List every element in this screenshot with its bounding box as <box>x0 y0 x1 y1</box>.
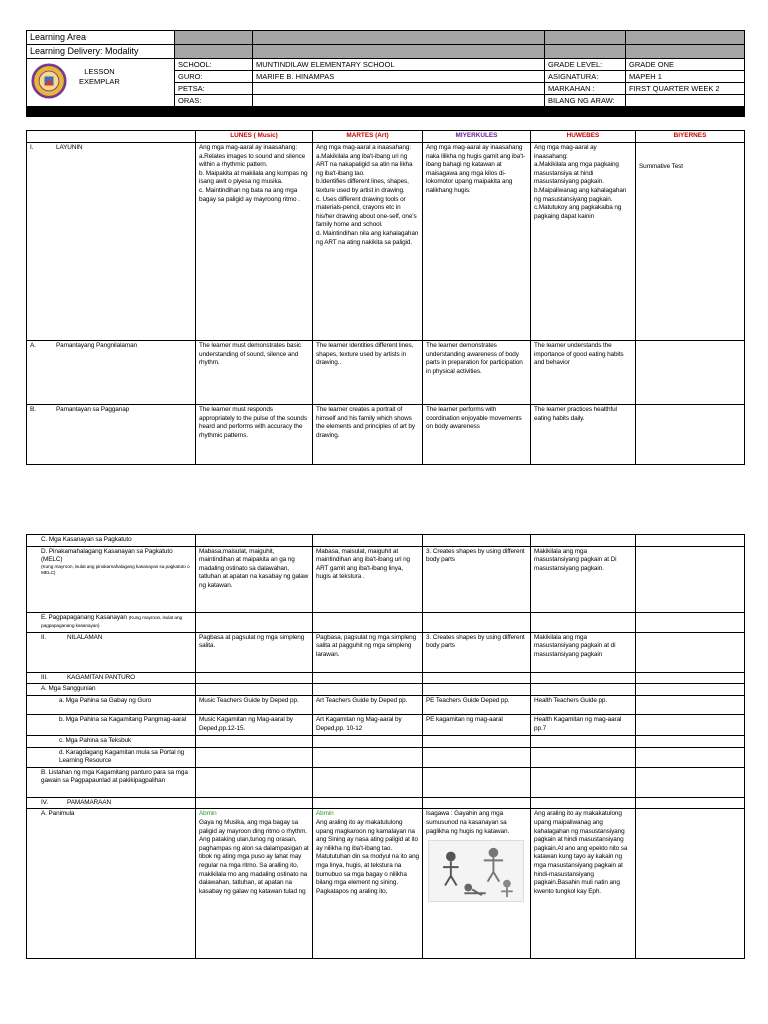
layunin-monday: Ang mga mag-aaral ay inaasahang: a.Relates images to sound and silence within a rhythmic pattern. b. Maipakita at makilala ang kumpas ng isang awit o piyesa ng musika. c. Maintindihan ng bata na ang mga bagay sa paligid ay mayroong ritmo . <box>196 143 313 341</box>
school-label: SCHOOL: <box>175 59 253 71</box>
lesson-exemplar-header-table <box>26 30 745 117</box>
table-row <box>27 809 745 959</box>
nilalaman-monday: Pagbasa at pagsulat ng mga simpleng salita. <box>196 632 313 672</box>
panimula-wednesday: Isagawa : Gayahin ang mga sumusunod na kasanayan sa paglikha ng hugis ng katawan. <box>423 809 531 959</box>
row-label-kagamitan-panturo: III. KAGAMITAN PANTURO <box>27 672 196 684</box>
row-label-pamantayan-sa-pagganap: B. Pamantayan sa Pagganap <box>27 405 196 465</box>
pangnilalaman-wednesday: The learner demonstrates understanding awareness of body parts in preparation for participation in physical activities. <box>423 341 531 405</box>
learning-delivery-label: Learning Delivery: Modality <box>27 45 175 59</box>
table-row <box>27 672 745 684</box>
objectives-table <box>26 130 745 465</box>
row-label-pagpapaganang-kasanayan: E. Pagpapaganang Kasanayan (Kung mayroon, isulat ang pagpapaganang kasanayan) <box>27 612 196 632</box>
table-row <box>27 612 745 632</box>
row-label-karagdagang-kagamitan: d. Karagdagang Kagamitan mula sa Portal ng Learning Resource <box>27 747 196 767</box>
table-row <box>27 546 745 612</box>
black-divider <box>27 107 745 117</box>
learning-area-label: Learning Area <box>27 31 175 45</box>
day-header-wednesday: MIYERKULES <box>423 131 531 143</box>
layunin-thursday: Ang mga mag-aaral ay inaasahang: a.Makikilala ang mga pagkaing masustansiya at hindi masustansiyang pagkain. b.Maipaliwanag ang kahalagahan ng masustansiyang pagkain. c.Matutukoy ang pagkakaiba ng pagkaing dapat kainin <box>531 143 636 341</box>
gabay-thursday: Health Teachers Guide pp. <box>531 695 636 714</box>
layunin-tuesday: Ang mga mag-aaral a inaasahang: a.Makikilala ang iba't-ibang uri ng ART na nakapaligid sa atin na likha ng iba't-ibang tao. b.Identifies different lines, shapes, texture used by artist in drawing. c. Uses different drawing tools or materials-pencil, crayons etc in his/her drawing about one-self, one's family home and school. d. Maintindihan nila ang kahalagahan ng ART na ating nakikita sa paligid. <box>313 143 423 341</box>
markahan-label: MARKAHAN : <box>545 83 626 95</box>
row-label-pamantayang-pangnilalaman: A. Pamantayang Pangnilalaman <box>27 341 196 405</box>
abmin-label: Abmin <box>316 810 334 818</box>
row-label-listahan-ng-kagamitan: B. Listahan ng mga Kagamitang panturo para sa mga gawain sa Pagpapaunlad at pakikipagpalihan <box>27 767 196 797</box>
petsa-label: PETSA: <box>175 83 253 95</box>
table-row <box>27 767 745 797</box>
melc-friday <box>636 546 745 612</box>
pangnilalaman-friday <box>636 341 745 405</box>
row-label-gabay-ng-guro: a. Mga Pahina sa Gabay ng Guro <box>27 695 196 714</box>
kagamitan-wednesday: PE kagamitan ng mag-aaral <box>423 714 531 735</box>
bilang-value <box>626 95 745 107</box>
pangnilalaman-thursday: The learner understands the importance of good eating habits and behavior <box>531 341 636 405</box>
pagganap-thursday: The learner practices healthful eating habits daily. <box>531 405 636 465</box>
grade-level-label: GRADE LEVEL: <box>545 59 626 71</box>
bilang-label: BILANG NG ARAW: <box>545 95 626 107</box>
day-header-thursday: HUWEBES <box>531 131 636 143</box>
markahan-value: FIRST QUARTER WEEK 2 <box>626 83 745 95</box>
table-row <box>27 747 745 767</box>
table-row <box>27 535 745 547</box>
lesson-exemplar-title: LESSON EXEMPLAR <box>79 67 120 86</box>
table-row <box>27 714 745 735</box>
pangnilalaman-monday: The learner must demonstrates basic understanding of sound, silence and rhythm. <box>196 341 313 405</box>
school-value: MUNTINDILAW ELEMENTARY SCHOOL <box>253 59 545 71</box>
table-row <box>27 684 745 696</box>
layunin-wednesday: Ang mga mag-aaral ay inaasahang naka lilikha ng hugis gamit ang iba't-ibang bahagi ng katawan at maisagawa ang mga kilos di-lokomotor upang maipakita ang nalikhang hugis. <box>423 143 531 341</box>
melc-tuesday: Mabasa, maisulat, maiguhit at maintindihan ang iba't-ibang uri ng ART gamit ang iba't-ibang linya, hugis at tekstura . <box>313 546 423 612</box>
day-header-friday: BIYERNES <box>636 131 745 143</box>
asignatura-label: ASIGNATURA: <box>545 71 626 83</box>
guro-label: GURO: <box>175 71 253 83</box>
row-label-pamamaraan: IV. PAMAMARAAN <box>27 797 196 809</box>
kagamitan-friday <box>636 714 745 735</box>
oras-value <box>253 95 545 107</box>
table-row <box>27 735 745 747</box>
table-row <box>27 695 745 714</box>
row-label-kasanayan: C. Mga Kasanayan sa Pagkatuto <box>27 535 196 547</box>
table-row <box>27 405 745 465</box>
gabay-wednesday: PE Teachers Guide Deped pp. <box>423 695 531 714</box>
pagganap-tuesday: The learner creates a portrait of himself and his family which shows the elements and principles of art by drawing. <box>313 405 423 465</box>
melc-monday: Mabasa,maisulat, maiguhit, maintindihan at maipakita an ga ng madaling ostinato sa dalawahan, tatluhan at apatan na kasabay ng galaw ng katawan. <box>196 546 313 612</box>
row-label-teksbuk: c. Mga Pahina sa Teksbuk <box>27 735 196 747</box>
panimula-tuesday: Abmin Ang araling ito ay makatutulong upang magkaroon ng kamalayan na ang Sining ay nasa ating paligid at ito ay nilikha ng iba't-ibang tao. Matututuhan din sa modyul na ito ang mga linya, hugis, at tekstura na bumubuo sa mga bagay o nilikha bilang mga element ng sining. Pagkatapos ng araling ito, <box>313 809 423 959</box>
row-label-nilalaman: II. NILALAMAN <box>27 632 196 672</box>
oras-label: ORAS: <box>175 95 253 107</box>
nilalaman-friday <box>636 632 745 672</box>
school-logo-cell <box>27 59 175 107</box>
petsa-value <box>253 83 545 95</box>
melc-wednesday: 3. Creates shapes by using different body parts <box>423 546 531 612</box>
row-label-kagamitang-pangmag-aaral: b. Mga Pahina sa Kagamitang Pangmag-aaral <box>27 714 196 735</box>
row-label-sanggunian: A. Mga Sanggunian <box>27 684 196 696</box>
nilalaman-thursday: Makikilala ang mga masustansiyang pagkain at di masustansiyang pagkain <box>531 632 636 672</box>
day-header-monday: LUNES ( Music) <box>196 131 313 143</box>
panimula-friday <box>636 809 745 959</box>
body-shapes-illustration <box>428 840 524 902</box>
nilalaman-tuesday: Pagbasa, pagsulat ng mga simpleng salita at pagguhit ng mga simpleng larawan. <box>313 632 423 672</box>
abmin-label: Abmin <box>199 810 217 818</box>
row-label-layunin: I. LAYUNIN <box>27 143 196 341</box>
lesson-procedure-table <box>26 534 745 959</box>
melc-note: (Kung mayroon, isulat ang pinakamahalagang kasanayan sa pagkatuto o MELC) <box>41 564 190 576</box>
layunin-friday: Summative Test <box>636 143 745 341</box>
panimula-thursday: Ang araling ito ay makakatulong upang maipaliwanag ang kahalagahan ng masustansiyang pagkain at hindi masustansiyang pagkain.At ano ang epekto nito sa katawan kung tayo ay kakain ng mga masustansiyang pagkain at hindi-masustansiyang pagkain.Basahin muli natin ang kwento tungkol kay Eph. <box>531 809 636 959</box>
nilalaman-wednesday: 3. Creates shapes by using different body parts <box>423 632 531 672</box>
melc-thursday: Makikilala ang mga masustansiyang pagkain at Di masustansiyang pagkain. <box>531 546 636 612</box>
table-row <box>27 341 745 405</box>
gabay-tuesday: Art Teachers Guide by Deped pp. <box>313 695 423 714</box>
row-label-melc: D. Pinakamahalagang Kasanayan sa Pagkatuto (MELC) (Kung mayroon, isulat ang pinakamahalagang kasanayan sa pagkatuto o MELC) <box>27 546 196 612</box>
gabay-friday <box>636 695 745 714</box>
asignatura-value: MAPEH 1 <box>626 71 745 83</box>
guro-value: MARIFE B. HINAMPAS <box>253 71 545 83</box>
pangnilalaman-tuesday: The learner identities different lines, shapes, texture used by artists in drawing.. <box>313 341 423 405</box>
table-row <box>27 797 745 809</box>
kagamitan-monday: Music Kagamitan ng Mag-aaral by Deped,pp.12-15. <box>196 714 313 735</box>
gabay-monday: Music Teachers Guide by Deped pp. <box>196 695 313 714</box>
pagganap-wednesday: The learner performs with coordination enjoyable movements on body awareness <box>423 405 531 465</box>
pagganap-friday <box>636 405 745 465</box>
grade-level-value: GRADE ONE <box>626 59 745 71</box>
kagamitan-thursday: Health Kagamitan ng mag-aaral pp.7 <box>531 714 636 735</box>
day-header-tuesday: MARTES (Art) <box>313 131 423 143</box>
row-label-panimula: A. Panimula <box>27 809 196 959</box>
pagganap-monday: The learner must responds appropriately to the pulse of the sounds heard and performs with accuracy the rhythmic patterns. <box>196 405 313 465</box>
table-row <box>27 632 745 672</box>
kagamitan-tuesday: Art Kagamitan ng Mag-aaral by Deped,pp. 10-12 <box>313 714 423 735</box>
table-row <box>27 143 745 341</box>
school-seal-icon <box>31 63 67 99</box>
panimula-monday: Abmin Gaya ng Musika, ang mga bagay sa paligid ay mayroon ding ritmo o rhythm. Ang pataking ulan,tunog ng orasan, paghampas ng alon sa dalampasigan at tibok ng ating mga puso ay lahat may regular na mga ritmo. Sa aralling ito, makikilala mo ang madaling ostinato na dalawahan, tatluhan, at apatan na kasabay ng galaw ng katawan tulad ng <box>196 809 313 959</box>
